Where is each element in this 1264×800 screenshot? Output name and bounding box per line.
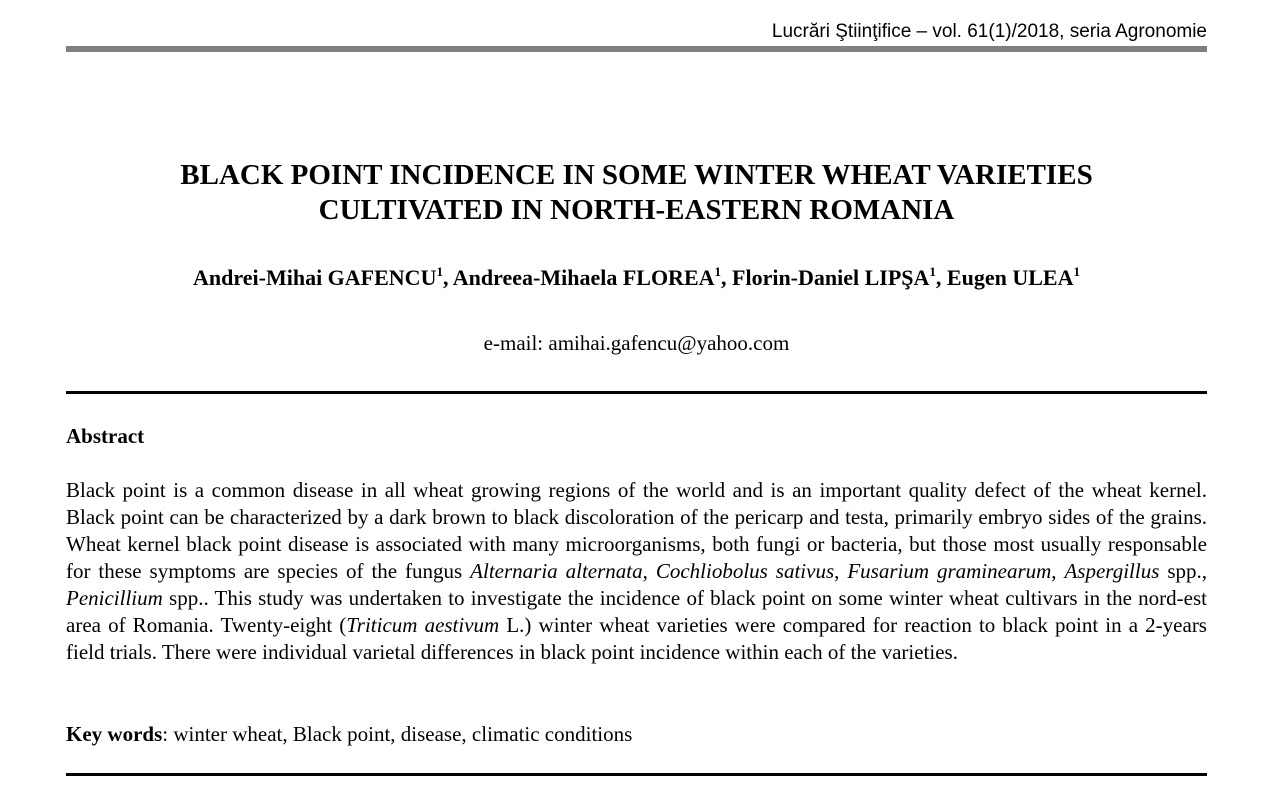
abstract-segment: , bbox=[834, 559, 848, 583]
journal-header: Lucrări Ştiinţifice – vol. 61(1)/2018, seria Agronomie bbox=[771, 21, 1207, 42]
paper-title bbox=[66, 158, 1207, 228]
header-divider bbox=[66, 46, 1207, 52]
species-name: Penicillium bbox=[66, 586, 163, 610]
abstract-segment: spp., bbox=[1159, 559, 1207, 583]
title-line-1: BLACK POINT INCIDENCE IN SOME WINTER WHEAT VARIETIES bbox=[180, 159, 1093, 191]
keywords-label: Key words bbox=[66, 722, 163, 746]
title-line-2: CULTIVATED IN NORTH-EASTERN ROMANIA bbox=[318, 194, 955, 226]
section-divider-top bbox=[66, 391, 1207, 394]
author-separator: , bbox=[935, 265, 947, 290]
abstract-heading: Abstract bbox=[66, 424, 145, 448]
author-affiliation: 1 bbox=[1073, 264, 1080, 279]
abstract-segment: , bbox=[642, 559, 656, 583]
species-name: Fusarium graminearum bbox=[847, 559, 1052, 583]
author-name: Andreea-Mihaela FLOREA bbox=[452, 265, 715, 290]
author-name: Andrei-Mihai GAFENCU bbox=[193, 265, 437, 290]
author-separator: , bbox=[442, 265, 453, 290]
author-list bbox=[66, 264, 1207, 295]
author-separator: , bbox=[721, 265, 733, 290]
abstract-text bbox=[66, 477, 1207, 666]
keywords bbox=[66, 721, 1207, 747]
keywords-list: : winter wheat, Black point, disease, climatic conditions bbox=[162, 722, 633, 746]
author-affiliation: 1 bbox=[929, 264, 936, 279]
abstract-segment: Black point is a common disease in all wheat growing regions of the world and is an important quality defect of the wheat kernel. Black point can be characterized by a dark brown to black discoloration of the pericarp and testa, primarily embryo sides of the grains. Wheat kernel black point disease is associated with many microorganisms, both fungi or bacteria, but those most usually responsable for these symptoms are species of the fungus bbox=[66, 478, 1207, 583]
species-name: Aspergillus bbox=[1064, 559, 1160, 583]
abstract-segment: L.) winter wheat varieties were compared for reaction to black point in a 2-years field trials. There were individual varietal differences in black point incidence within each of the varieties. bbox=[66, 613, 1207, 664]
species-name: Triticum aestivum bbox=[346, 613, 500, 637]
abstract-segment: spp.. This study was undertaken to investigate the incidence of black point on some winter wheat cultivars in the nord-est area of Romania. Twenty-eight ( bbox=[66, 586, 1207, 637]
abstract-segment: , bbox=[1051, 559, 1065, 583]
species-name: Cochliobolus sativus bbox=[655, 559, 835, 583]
author-name: Florin-Daniel LIPŞA bbox=[732, 265, 930, 290]
author-affiliation: 1 bbox=[436, 264, 443, 279]
species-name: Alternaria alternata bbox=[470, 559, 643, 583]
author-name: Eugen ULEA bbox=[946, 265, 1074, 290]
author-affiliation: 1 bbox=[714, 264, 722, 279]
contact-email: e-mail: amihai.gafencu@yahoo.com bbox=[483, 331, 790, 355]
section-divider-bottom bbox=[66, 773, 1207, 776]
